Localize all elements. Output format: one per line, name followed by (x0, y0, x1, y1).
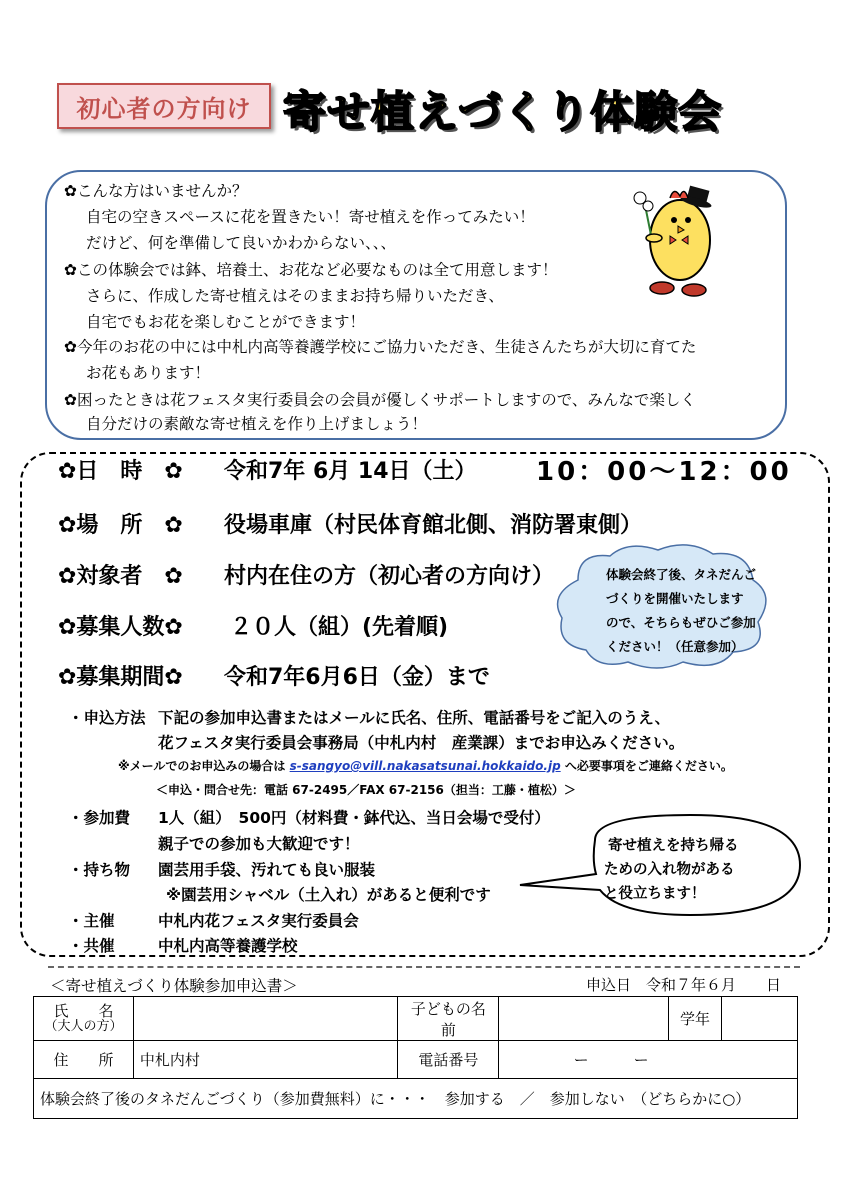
bring-label: ・持ち物 (68, 861, 131, 879)
bring-value: 園芸用手袋、汚れても良い服装 (158, 861, 376, 879)
phone-label: 電話番号 (398, 1041, 499, 1079)
event-date-row (58, 454, 792, 487)
address-input-cell[interactable]: 中札内村 (133, 1041, 398, 1079)
child-name-label: 子どもの名前 (398, 997, 499, 1041)
flower-bullet-icon: ✿ (64, 182, 77, 200)
phone-input-cell[interactable]: ー ー (499, 1041, 798, 1079)
beginner-tag (57, 83, 271, 129)
period-value: 令和7年6月6日（金）まで (224, 665, 490, 690)
host-value: 中札内花フェスタ実行委員会 (158, 912, 359, 930)
flower-bullet-icon: ✿ (64, 338, 77, 356)
event-period-row (58, 660, 490, 691)
page-title: 寄せ植えづくり体験会 (283, 88, 723, 138)
apply-label: ・申込方法 (68, 709, 146, 727)
child-name-input-cell[interactable] (499, 997, 669, 1041)
fee-note: 親子での参加も大歓迎です！ (158, 835, 360, 853)
grade-input-cell[interactable] (722, 997, 798, 1041)
flower-bullet-icon: ✿ (64, 391, 77, 409)
cohost-label: ・共催 (68, 937, 115, 955)
intro-line-2: 自宅の空きスペースに花を置きたい！寄せ植えを作ってみたい！ (86, 208, 535, 226)
form-row-address (34, 1041, 798, 1079)
capacity-label: ✿募集人数✿ (58, 615, 183, 640)
intro-line-3: だけど、何を準備して良いかわからない、、、 (86, 234, 397, 252)
chick-mascot-icon (632, 180, 722, 300)
address-label: 住 所 (34, 1041, 134, 1079)
date-label: ✿日 時 ✿ (58, 459, 183, 484)
form-date: 申込日 令和７年６月 日 (586, 976, 782, 994)
event-place-row (58, 508, 643, 539)
application-form-table (33, 996, 798, 1119)
cloud-line-4: ください！（任意参加） (606, 639, 744, 654)
cloud-line-3: ので、そちらもぜひご参加 (606, 615, 756, 630)
place-value: 役場車庫（村民体育館北側、消防署東側） (224, 513, 643, 538)
cloud-line-1: 体験会終了後、タネだんご (606, 567, 757, 582)
apply-line-1: 下記の参加申込書またはメールに氏名、住所、電話番号をご記入のうえ、 (158, 709, 671, 727)
intro-line-10: 自分だけの素敵な寄せ植えを作り上げましょう！ (86, 415, 428, 433)
intro-line-1: ✿こんな方はいませんか？ (64, 182, 248, 200)
grade-label: 学年 (669, 997, 722, 1041)
bring-note: ※園芸用シャベル（土入れ）があると便利です (166, 886, 491, 904)
time-value: 10：00～12：00 (536, 457, 792, 487)
target-value: 村内在住の方（初心者の方向け） (224, 564, 555, 589)
name-label-cell (34, 997, 134, 1041)
contact-info: ＜申込・問合せ先：電話 67-2495／FAX 67-2156（担当：工藤・植松）＞ (156, 783, 576, 797)
flower-bullet-icon: ✿ (64, 261, 77, 279)
intro-line-4: ✿この体験会では鉢、培養土、お花など必要なものは全て用意します！ (64, 261, 558, 279)
bubble-line-2: ための入れ物がある (604, 862, 735, 878)
target-label: ✿対象者 ✿ (58, 564, 183, 589)
email-note: ※メールでのお申込みの場合は s-sangyo@vill.nakasatsunai.hokkaido.jp へ必要事項をご連絡ください。 (118, 759, 733, 773)
capacity-value: ２０人（組）(先着順) (230, 615, 449, 640)
name-label: 氏 名 (53, 1001, 114, 1020)
intro-line-7: ✿今年のお花の中には中札内高等養護学校にご協力いただき、生徒さんたちが大切に育てた (64, 338, 697, 356)
beginner-tag-text: 初心者の方向け (76, 94, 252, 123)
fee-value: 1人（組） 500円（材料費・鉢代込、当日会場で受付） (158, 809, 550, 827)
name-input-cell[interactable] (133, 997, 398, 1041)
date-value: 令和7年 6月 14日（土） (224, 459, 477, 484)
intro-line-9: ✿困ったときは花フェスタ実行委員会の会員が優しくサポートしますので、みんなで楽しく (64, 391, 696, 409)
email-link[interactable]: s-sangyo@vill.nakasatsunai.hokkaido.jp (289, 759, 561, 773)
apply-line-2: 花フェスタ実行委員会事務局（中札内村 産業課）までお申込みください。 (158, 734, 685, 752)
place-label: ✿場 所 ✿ (58, 513, 183, 538)
cloud-line-2: づくりを開催いたします (606, 591, 744, 606)
bubble-line-3: と役立ちます！ (604, 886, 706, 902)
form-row-optional (34, 1079, 798, 1119)
cut-line-divider (48, 966, 800, 968)
optional-participation-cell[interactable]: 体験会終了後のタネだんごづくり（参加費無料）に・・・ 参加する ／ 参加しない （どちらかに○） (34, 1079, 798, 1119)
intro-line-8: お花もあります！ (86, 364, 211, 382)
event-capacity-row (58, 610, 449, 641)
event-target-row (58, 559, 555, 590)
cohost-value: 中札内高等養護学校 (158, 937, 298, 955)
intro-line-6: 自宅でもお花を楽しむことができます！ (86, 313, 366, 331)
intro-line-5: さらに、作成した寄せ植えはそのままお持ち帰りいただき、 (86, 287, 504, 305)
bubble-line-1: 寄せ植えを持ち帰る (608, 838, 739, 854)
host-label: ・主催 (68, 912, 115, 930)
name-sub-label: （大人の方） (44, 1018, 123, 1034)
period-label: ✿募集期間✿ (58, 665, 183, 690)
fee-label: ・参加費 (68, 809, 131, 827)
form-row-name (34, 997, 798, 1041)
form-title: ＜寄せ植えづくり体験参加申込書＞ (50, 977, 298, 995)
